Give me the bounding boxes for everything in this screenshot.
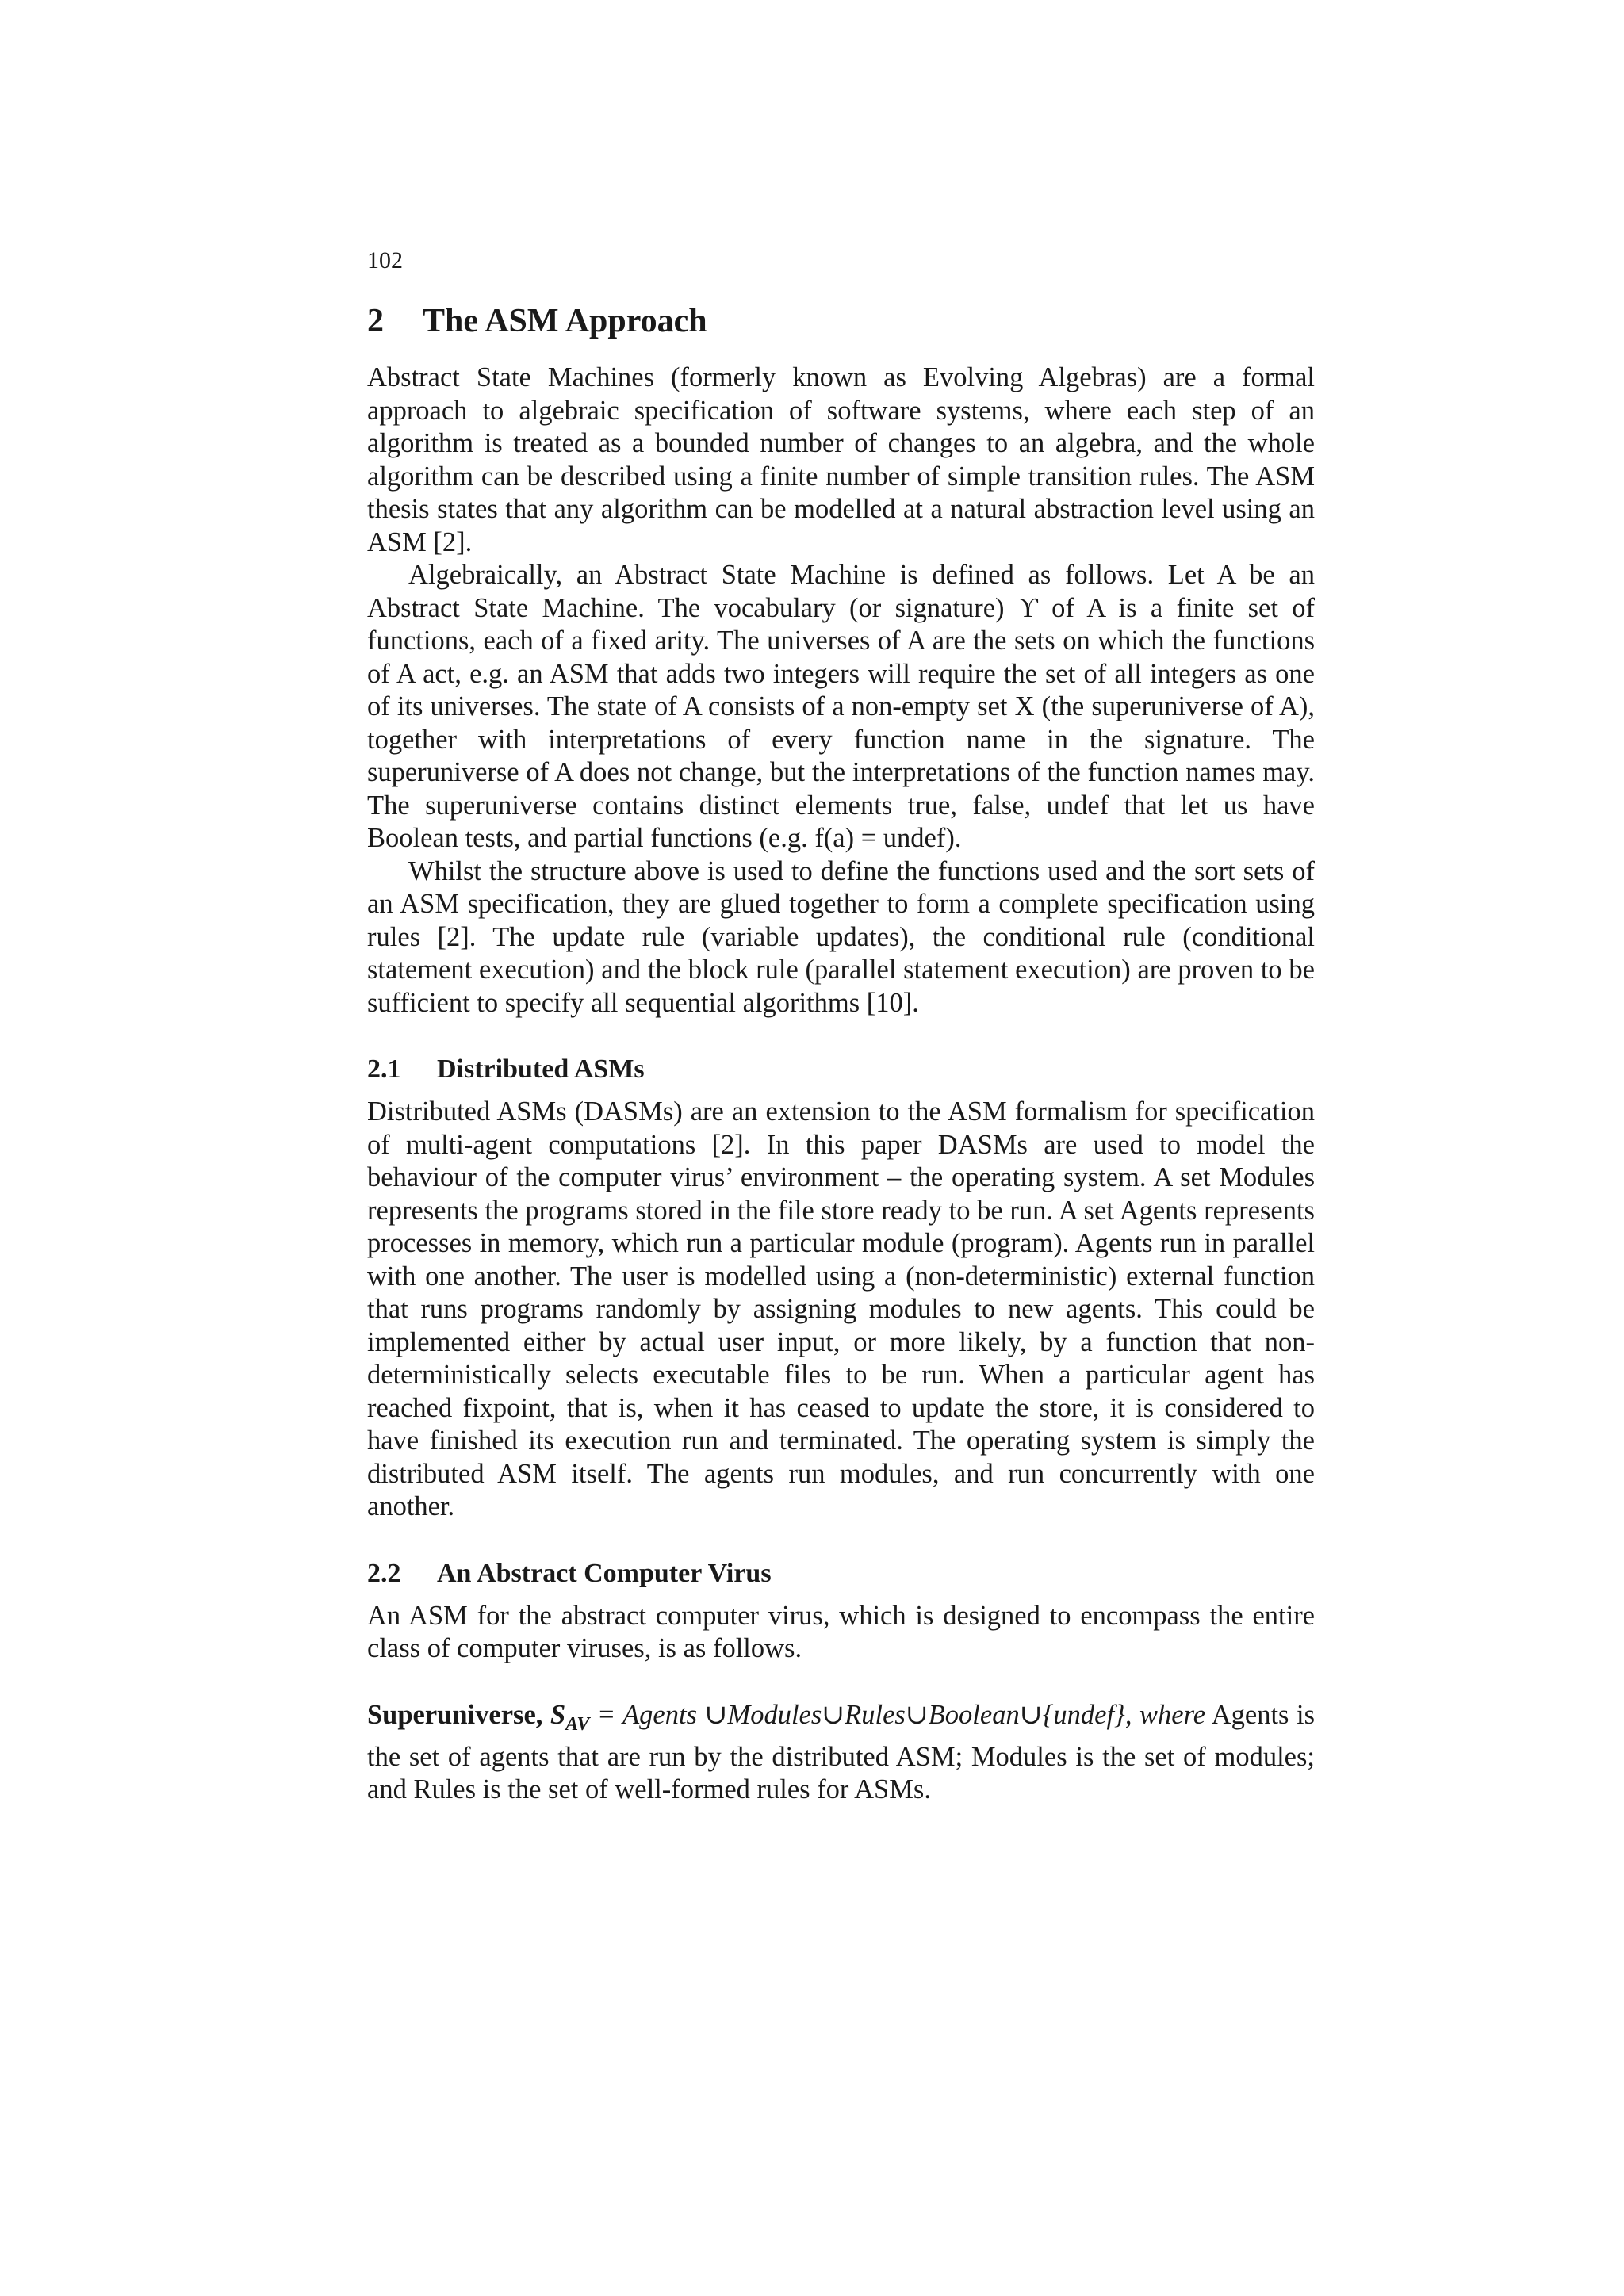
page-number: 102 (367, 247, 403, 274)
section-paragraph-2: Algebraically, an Abstract State Machine is defined as follows. Let A be an Abstract State Machine. The vocabulary (or signature) ϒ of A is a finite set of functions, each of a fixed arity. The universes of A are the sets on which the functions of A act, e.g. an ASM that adds two integers will require the set of all integers as one of its universes. The state of A consists of a non-empty set X (the superuniverse of A), together with interpretations of every function name in the signature. The superuniverse of A does not change, but the interpretations of the function names may. The superuniverse contains distinct elements true, false, undef that let us have Boolean tests, and partial functions (e.g. f(a) = undef). (367, 560, 1315, 853)
subsection-number: 2.2 (367, 1558, 401, 1588)
section-paragraph-1: Abstract State Machines (formerly known as Evolving Algebras) are a formal approach to algebraic specification of software systems, where each step of an algorithm is treated as a bounded number of changes to an algebra, and the whole algorithm can be described using a finite number of simple transition rules. The ASM thesis states that any algorithm can be modelled at a natural abstraction level using an ASM [2]. (367, 362, 1315, 557)
definition-formula: = Agents ∪Modules∪Rules∪Boolean∪{undef}, where (596, 1699, 1206, 1730)
subsection-heading-distributed-asms (367, 1053, 1315, 1086)
paper-page (367, 246, 1315, 1807)
subsection-paragraph-distributed-asms: Distributed ASMs (DASMs) are an extension to the ASM formalism for specification of multi-agent computations [2]. In this paper DASMs are used to model the behaviour of the computer virus’ environment – the operating system. A set Modules represents the programs stored in the file store ready to be run. A set Agents represents processes in memory, which run a particular module (program). Agents run in parallel with one another. The user is modelled using a (non-deterministic) external function that runs programs randomly by assigning modules to new agents. This could be implemented either by actual user input, or more likely, by a function that non-deterministically selects executable files to be run. When a particular agent has reached fixpoint, that is, when it has ceased to update the store, it is considered to have finished its execution run and terminated. The operating system is simply the distributed ASM itself. The agents run modules, and run concurrently with one another. (367, 1096, 1315, 1521)
section-paragraph-3: Whilst the structure above is used to define the functions used and the sort sets of an ASM specification, they are glued together to form a complete specification using rules [2]. The update rule (variable updates), the conditional rule (conditional statement execution) and the block rule (parallel statement execution) are proven to be sufficient to specify all sequential algorithms [10]. (367, 855, 1315, 1018)
spacer (367, 1020, 1315, 1053)
section-number: 2 (367, 303, 384, 339)
subsection-title: Distributed ASMs (437, 1054, 645, 1084)
definition-symbol: S (550, 1699, 566, 1730)
definition-label: Superuniverse, (367, 1699, 543, 1730)
definition-symbol-subscript: AV (565, 1713, 590, 1735)
section-heading (367, 301, 1315, 341)
definition-text: Agents is the set of agents that are run by the distributed ASM; Modules is the set of modules; and Rules is the set of well-formed rules for ASMs. (367, 1699, 1316, 1805)
subsection-number: 2.1 (367, 1054, 401, 1084)
section-title: The ASM Approach (423, 303, 707, 339)
subsection-paragraph-abstract-virus: An ASM for the abstract computer virus, which is designed to encompass the entire class of computer viruses, is as follows. (367, 1600, 1315, 1663)
spacer (367, 1666, 1315, 1699)
subsection-heading-abstract-virus (367, 1557, 1315, 1590)
spacer (367, 1524, 1315, 1557)
subsection-title: An Abstract Computer Virus (437, 1558, 772, 1588)
definition-superuniverse (367, 1699, 1315, 1807)
